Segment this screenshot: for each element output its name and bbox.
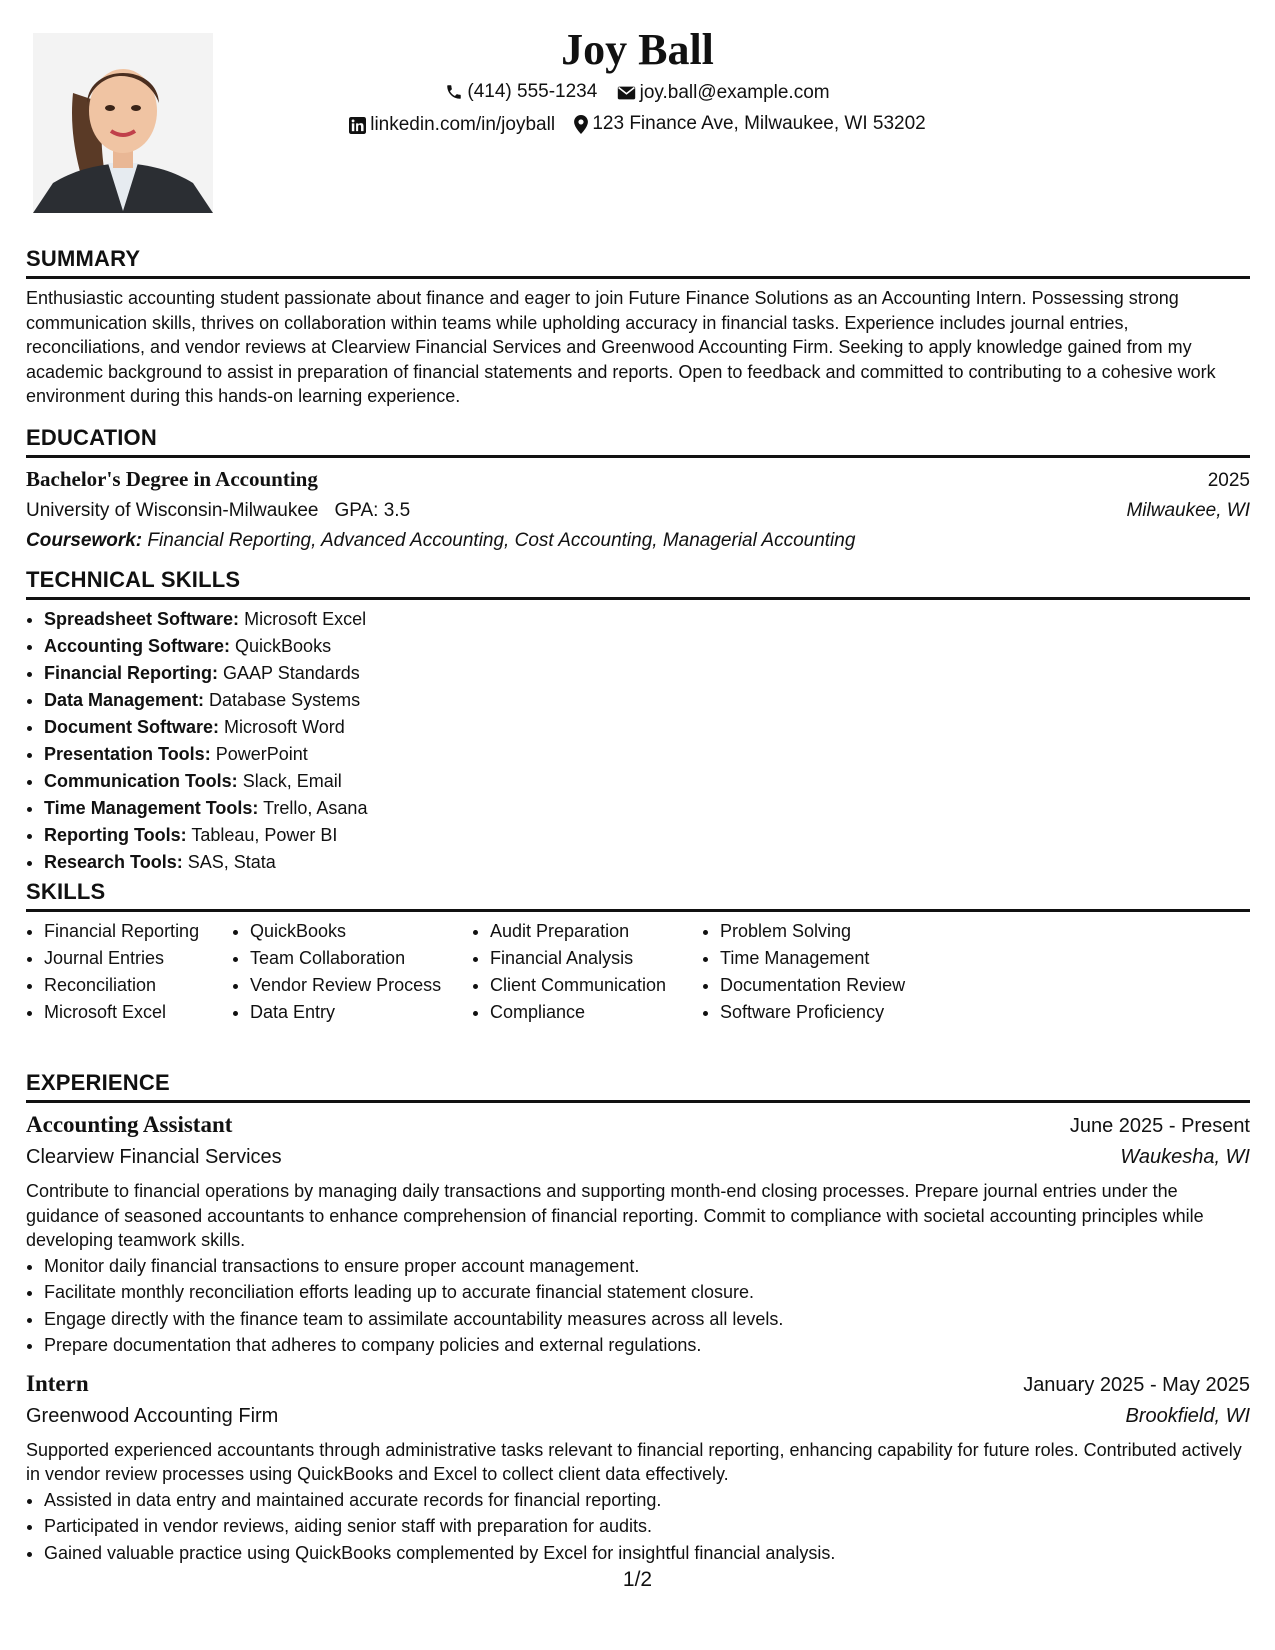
contact-phone[interactable] [445, 79, 597, 105]
job-dates: June 2025 - Present [1069, 1115, 1250, 1137]
job-description: Contribute to financial operations by managing daily transactions and supporting month-end closing processes. Prepare journal entries under the guidance of seasoned accountants to enhance comprehension of financial reporting. Commit to compliance with societal accounting principles while developing teamwork skills. [26, 1181, 1204, 1250]
list-item [44, 741, 1250, 768]
gpa: GPA: 3.5 [334, 500, 411, 521]
list-item: • Journal Entries [44, 945, 232, 972]
list-item: • QuickBooks [250, 918, 472, 945]
section-divider [26, 597, 1250, 600]
linkedin-icon [349, 117, 366, 134]
list-item: • Gained valuable practice using QuickBooks complemented by Excel for insightful financial analysis. [44, 1540, 1250, 1567]
section-title: EDUCATION [26, 425, 157, 450]
skills-columns [26, 918, 1250, 1026]
section-divider [26, 455, 1250, 458]
skill-label: Spreadsheet Software: [44, 609, 240, 629]
list-item: • Team Collaboration [250, 945, 472, 972]
skill-label: Communication Tools: [44, 771, 238, 791]
coursework [26, 526, 1250, 556]
section-divider [26, 909, 1250, 912]
list-item [44, 606, 1250, 633]
list-item [44, 660, 1250, 687]
list-item: • Reconciliation [44, 972, 232, 999]
job-location: Waukesha, WI [1120, 1146, 1250, 1168]
education-section [26, 424, 1250, 556]
job-entry [26, 1368, 1250, 1567]
section-divider [26, 276, 1250, 279]
list-item: • Compliance [490, 999, 702, 1026]
list-item: • Problem Solving [720, 918, 960, 945]
skill-value: PowerPoint [215, 744, 308, 764]
phone-icon [445, 83, 463, 101]
contact-address [574, 111, 925, 137]
list-item [44, 768, 1250, 795]
list-item: • Participated in vendor reviews, aiding senior staff with preparation for audits. [44, 1513, 1250, 1540]
list-item: • Vendor Review Process [250, 972, 472, 999]
skills-column [702, 918, 960, 1026]
skill-value: Tableau, Power BI [191, 825, 338, 845]
skill-label: Presentation Tools: [44, 744, 211, 764]
section-divider [26, 1100, 1250, 1103]
summary-section [26, 245, 1250, 409]
job-bullets [26, 1487, 1250, 1567]
section-title: TECHNICAL SKILLS [26, 567, 241, 592]
list-item: • Financial Analysis [490, 945, 702, 972]
contact-line-2 [0, 111, 1275, 142]
job-title: Intern [26, 1370, 89, 1396]
candidate-name: Joy Ball [561, 25, 714, 74]
list-item [44, 714, 1250, 741]
skill-value: Microsoft Word [224, 717, 345, 737]
list-item [44, 795, 1250, 822]
skill-label: Document Software: [44, 717, 220, 737]
job-entry [26, 1109, 1250, 1359]
contact-line-1 [0, 79, 1275, 109]
list-item: • Facilitate monthly reconciliation efforts leading up to accurate financial statement closure. [44, 1279, 1250, 1306]
list-item: • Documentation Review [720, 972, 960, 999]
list-item [44, 687, 1250, 714]
skill-value: Database Systems [209, 690, 361, 710]
company-name: Clearview Financial Services [26, 1146, 282, 1168]
skill-value: QuickBooks [235, 636, 332, 656]
experience-section [26, 1069, 1250, 1566]
technical-skills-list [26, 606, 1250, 876]
list-item [44, 633, 1250, 660]
coursework-list: Financial Reporting, Advanced Accounting, Cost Accounting, Managerial Accounting [147, 530, 856, 551]
list-item: • Financial Reporting [44, 918, 232, 945]
skill-label: Financial Reporting: [44, 663, 219, 683]
contact-linkedin[interactable] [349, 112, 555, 138]
linkedin-text: linkedin.com/in/joyball [370, 114, 556, 135]
skill-value: Trello, Asana [263, 798, 368, 818]
skills-column [472, 918, 702, 1026]
degree-title: Bachelor's Degree in Accounting [26, 467, 318, 491]
school-location: Milwaukee, WI [1126, 500, 1250, 521]
list-item [44, 849, 1250, 876]
job-description: Supported experienced accountants through administrative tasks relevant to financial reporting, enhancing capability for future roles. Contributed actively in vendor review processes using QuickBooks and Excel to collect client data effectively. [26, 1439, 1242, 1484]
map-pin-icon [574, 115, 588, 134]
list-item: • Client Communication [490, 972, 702, 999]
company-name: Greenwood Accounting Firm [26, 1404, 279, 1427]
list-item: • Data Entry [250, 999, 472, 1026]
list-item [44, 822, 1250, 849]
list-item: • Monitor daily financial transactions to ensure proper account management. [44, 1253, 1250, 1280]
address-text: 123 Finance Ave, Milwaukee, WI 53202 [592, 113, 926, 134]
list-item: • Engage directly with the finance team to assimilate accountability measures across all levels. [44, 1306, 1250, 1333]
phone-text: (414) 555-1234 [467, 81, 598, 102]
skills-section [26, 878, 1250, 1026]
envelope-icon [617, 85, 636, 101]
list-item: • Software Proficiency [720, 999, 960, 1026]
section-title: SUMMARY [26, 246, 141, 271]
list-item: • Prepare documentation that adheres to company policies and external regulations. [44, 1332, 1250, 1359]
skill-label: Research Tools: [44, 852, 183, 872]
list-item: • Microsoft Excel [44, 999, 232, 1026]
list-item: • Audit Preparation [490, 918, 702, 945]
job-dates: January 2025 - May 2025 [1023, 1373, 1250, 1396]
list-item: • Time Management [720, 945, 960, 972]
graduation-year: 2025 [1207, 470, 1250, 491]
section-title: EXPERIENCE [26, 1070, 170, 1095]
skill-value: Microsoft Excel [244, 609, 367, 629]
job-location: Brookfield, WI [1125, 1404, 1250, 1427]
summary-text: Enthusiastic accounting student passionate about finance and eager to join Future Finance Solutions as an Accounting Intern. Possessing strong communication skills, thrives on collaboration within teams while upholding accuracy in financial tasks. Experience includes journal entries, reconciliations, and vendor reviews at Clearview Financial Services and Greenwood Accounting Firm. Seeking to apply knowledge gained from my academic background to assist in preparation of financial statements and reports. Open to feedback and committed to contributing to a cohesive work environment during this hands-on learning experience. [26, 288, 1216, 406]
skill-label: Data Management: [44, 690, 205, 710]
list-item: • Assisted in data entry and maintained accurate records for financial reporting. [44, 1487, 1250, 1514]
skills-column [26, 918, 232, 1026]
job-bullets [26, 1253, 1250, 1359]
skill-value: Slack, Email [242, 771, 342, 791]
school-name: University of Wisconsin-Milwaukee [26, 500, 319, 521]
page-number: 1/2 [622, 1568, 653, 1591]
skill-label: Accounting Software: [44, 636, 231, 656]
skill-value: GAAP Standards [223, 663, 360, 683]
email-text: joy.ball@example.com [639, 82, 830, 103]
coursework-label: Coursework: [26, 530, 143, 551]
section-title: SKILLS [26, 879, 106, 904]
skill-value: SAS, Stata [187, 852, 276, 872]
job-title: Accounting Assistant [26, 1112, 233, 1137]
skills-column [232, 918, 472, 1026]
technical-skills-section [26, 566, 1250, 876]
skill-label: Time Management Tools: [44, 798, 259, 818]
skill-label: Reporting Tools: [44, 825, 187, 845]
contact-email[interactable] [617, 80, 830, 106]
